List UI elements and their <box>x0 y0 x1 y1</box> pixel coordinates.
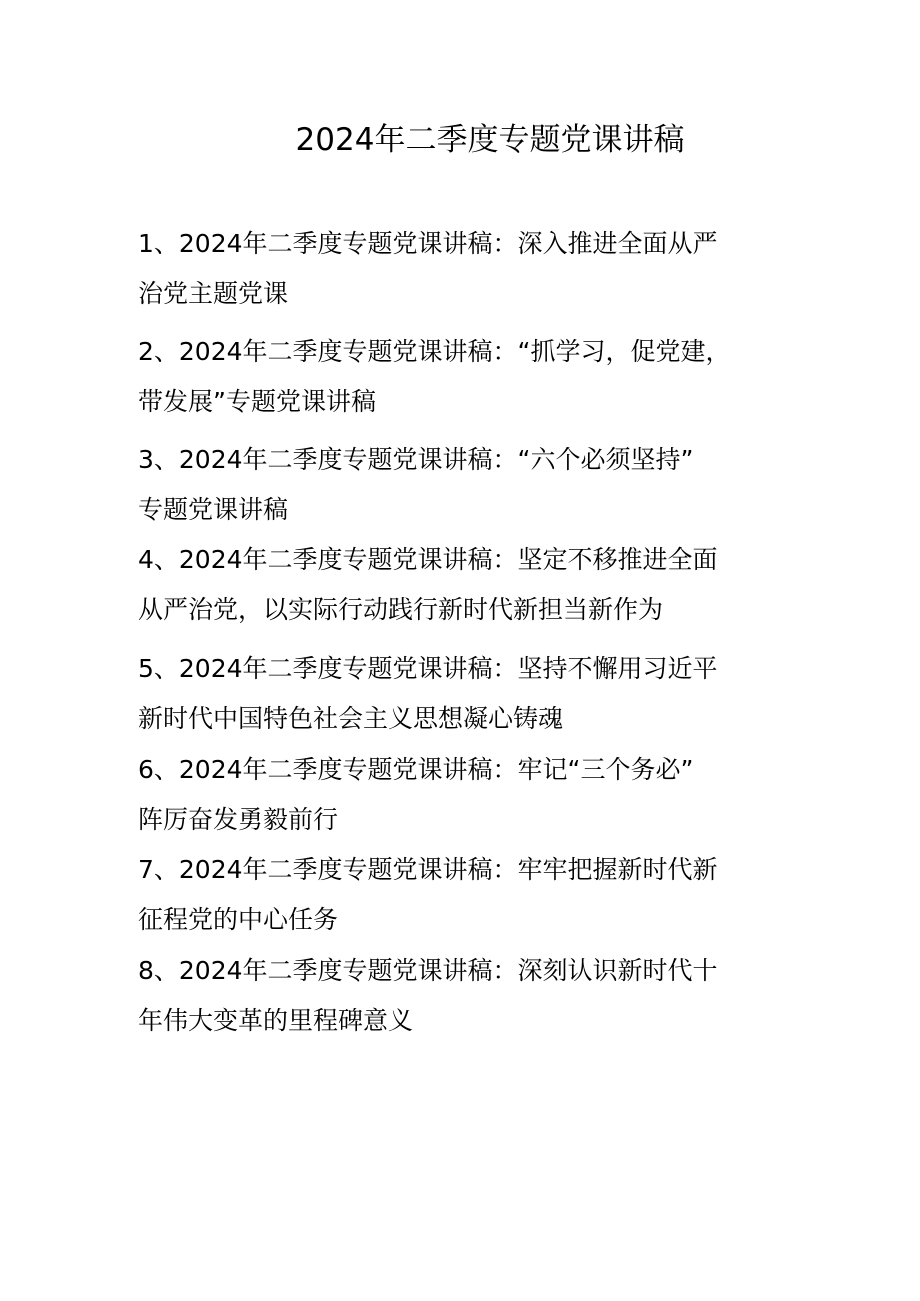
toc-item-5-line-1: 5、2024年二季度专题党课讲稿：坚持不懈用习近平 <box>138 654 718 683</box>
toc-item-8 <box>138 955 798 1037</box>
toc-item-6-line-1: 6、2024年二季度专题党课讲稿：牢记“三个务必” <box>138 755 694 784</box>
toc-item-8-line-2: 年伟大变革的里程碑意义 <box>138 1006 414 1035</box>
toc-item-5 <box>138 653 798 735</box>
toc-item-7-line-2: 征程党的中心任务 <box>138 905 339 934</box>
toc-item-2-line-1: 2、2024年二季度专题党课讲稿：“抓学习，促党建， <box>138 337 731 366</box>
toc-item-8-line-1: 8、2024年二季度专题党课讲稿：深刻认识新时代十 <box>138 956 718 985</box>
toc-item-3 <box>138 444 798 526</box>
toc-item-7 <box>138 854 798 936</box>
toc-item-1-line-2: 治党主题党课 <box>138 279 289 308</box>
toc-item-5-line-2: 新时代中国特色社会主义思想凝心铸魂 <box>138 704 564 733</box>
toc-item-6 <box>138 754 798 836</box>
toc-item-4-line-2: 从严治党，以实际行动践行新时代新担当新作为 <box>138 595 664 624</box>
toc-item-2-line-2: 带发展”专题党课讲稿 <box>138 387 376 416</box>
toc-item-1-line-1: 1、2024年二季度专题党课讲稿：深入推进全面从严 <box>138 229 718 258</box>
toc-item-1 <box>138 228 798 310</box>
toc-item-4 <box>138 544 798 626</box>
toc-item-7-line-1: 7、2024年二季度专题党课讲稿：牢牢把握新时代新 <box>138 855 718 884</box>
toc-item-6-line-2: 阵厉奋发勇毅前行 <box>138 805 339 834</box>
toc-item-3-line-1: 3、2024年二季度专题党课讲稿：“六个必须坚持” <box>138 445 694 474</box>
toc-item-4-line-1: 4、2024年二季度专题党课讲稿：坚定不移推进全面 <box>138 545 718 574</box>
document-title: 2024年二季度专题党课讲稿 <box>295 122 685 158</box>
toc-item-3-line-2: 专题党课讲稿 <box>138 495 289 524</box>
toc-item-2 <box>138 336 798 418</box>
